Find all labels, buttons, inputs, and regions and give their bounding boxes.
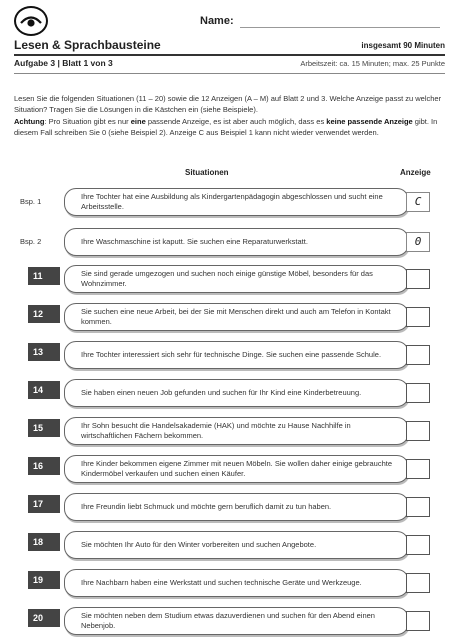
answer-box[interactable] — [406, 611, 430, 631]
situation-card — [64, 265, 409, 293]
situation-row — [14, 301, 448, 333]
example-row — [14, 226, 448, 258]
situation-card — [64, 417, 409, 445]
answer-box[interactable] — [406, 535, 430, 555]
example-row — [14, 186, 448, 218]
situation-text: Ihre Tochter interessiert sich sehr für technische Dinge. Sie suchen eine passende Schule. — [81, 350, 382, 359]
situation-number: 16 — [28, 457, 60, 475]
instructions-text: gibt. In diesem Fall schreiben Sie 0 (siehe Beispiel 2). Anzeige C aus Beispiel 1 kann nicht wieder verwendet werden. — [14, 117, 438, 137]
answer-box: 0 — [406, 232, 430, 252]
answer-box[interactable] — [406, 421, 430, 441]
page-title: Lesen & Sprachbausteine — [14, 38, 161, 52]
situation-row — [14, 263, 448, 295]
situation-text: Ihre Kinder bekommen eigene Zimmer mit neuen Möbeln. Sie wollen daher einige gebrauchte Kindermöbel verkaufen und suchen einen Käufer. — [81, 459, 393, 478]
situation-number: 11 — [28, 267, 60, 285]
situation-text: Sie möchten Ihr Auto für den Winter vorbereiten und suchen Angebote. — [81, 540, 317, 549]
instructions-emphasis: eine — [130, 117, 146, 126]
answer-box[interactable] — [406, 307, 430, 327]
situation-row — [14, 567, 448, 599]
total-time: insgesamt 90 Minuten — [361, 41, 445, 50]
situation-card — [64, 188, 409, 216]
situation-card — [64, 228, 409, 256]
situation-number: 18 — [28, 533, 60, 551]
answer-box[interactable] — [406, 459, 430, 479]
situation-number: 19 — [28, 571, 60, 589]
instructions — [14, 93, 446, 138]
example-label: Bsp. 2 — [20, 237, 42, 246]
name-field[interactable] — [240, 27, 440, 28]
situation-text: Sie sind gerade umgezogen und suchen noch einige günstige Möbel, besonders für das Wohnzimmer. — [81, 269, 373, 288]
situation-number: 15 — [28, 419, 60, 437]
divider — [14, 73, 445, 74]
name-label: Name: — [200, 15, 234, 27]
situation-number: 12 — [28, 305, 60, 323]
instructions-emphasis: keine passende Anzeige — [326, 117, 413, 126]
situation-card — [64, 455, 409, 483]
situation-row — [14, 605, 448, 637]
situation-row — [14, 339, 448, 371]
instructions-text: passende Anzeige, es ist aber auch möglich, dass es — [145, 117, 327, 126]
situation-card — [64, 303, 409, 331]
answer-box: C — [406, 192, 430, 212]
instructions-paragraph-2 — [14, 116, 446, 138]
divider — [14, 54, 445, 56]
situation-card — [64, 341, 409, 369]
column-header-answer: Anzeige — [400, 168, 431, 177]
situation-text: Ihr Sohn besucht die Handelsakademie (HAK) und möchte zu Hause Nachhilfe in wirtschaftlichen Fächern bekommen. — [81, 421, 351, 440]
answer-box[interactable] — [406, 497, 430, 517]
instructions-text: : Pro Situation gibt es nur — [44, 117, 131, 126]
task-subtitle: Aufgabe 3 | Blatt 1 von 3 — [14, 58, 113, 68]
column-header-situations: Situationen — [185, 168, 229, 177]
situation-card — [64, 379, 409, 407]
answer-box[interactable] — [406, 383, 430, 403]
situation-number: 20 — [28, 609, 60, 627]
situation-row — [14, 377, 448, 409]
situation-text: Ihre Nachbarn haben eine Werkstatt und suchen technische Geräte und Werkzeuge. — [81, 578, 362, 587]
situation-row — [14, 529, 448, 561]
situation-row — [14, 415, 448, 447]
situation-number: 14 — [28, 381, 60, 399]
situation-text: Sie haben einen neuen Job gefunden und suchen für Ihr Kind eine Kinderbetreuung. — [81, 388, 362, 397]
work-time: Arbeitszeit: ca. 15 Minuten; max. 25 Punkte — [300, 59, 445, 68]
situation-card — [64, 493, 409, 521]
situation-text: Ihre Freundin liebt Schmuck und möchte gern beruflich damit zu tun haben. — [81, 502, 332, 511]
example-label: Bsp. 1 — [20, 197, 42, 206]
attention-label: Achtung — [14, 117, 45, 126]
answer-box[interactable] — [406, 345, 430, 365]
situation-card — [64, 531, 409, 559]
situation-text: Ihre Waschmaschine ist kaputt. Sie suchen eine Reparaturwerkstatt. — [81, 237, 308, 246]
situation-card — [64, 607, 409, 635]
situation-card — [64, 569, 409, 597]
situation-number: 13 — [28, 343, 60, 361]
answer-box[interactable] — [406, 269, 430, 289]
situation-text: Sie möchten neben dem Studium etwas dazuverdienen und suchen für den Abend einen Nebenjob. — [81, 611, 375, 630]
situation-text: Sie suchen eine neue Arbeit, bei der Sie mit Menschen direkt und auch am Telefon in Kontakt kommen. — [81, 307, 391, 326]
situation-row — [14, 453, 448, 485]
answer-box[interactable] — [406, 573, 430, 593]
situation-text: Ihre Tochter hat eine Ausbildung als Kindergartenpädagogin abgeschlossen und sucht eine Arbeitsstelle. — [81, 192, 383, 211]
situation-row — [14, 491, 448, 523]
eye-icon — [14, 6, 48, 36]
instructions-paragraph-1: Lesen Sie die folgenden Situationen (11 – 20) sowie die 12 Anzeigen (A – M) auf Blatt 2 und 3. Welche Anzeige passt zu welcher Situation? Tragen Sie die Lösungen in die Kästchen ein (siehe Beispiele). — [14, 94, 442, 114]
situation-number: 17 — [28, 495, 60, 513]
